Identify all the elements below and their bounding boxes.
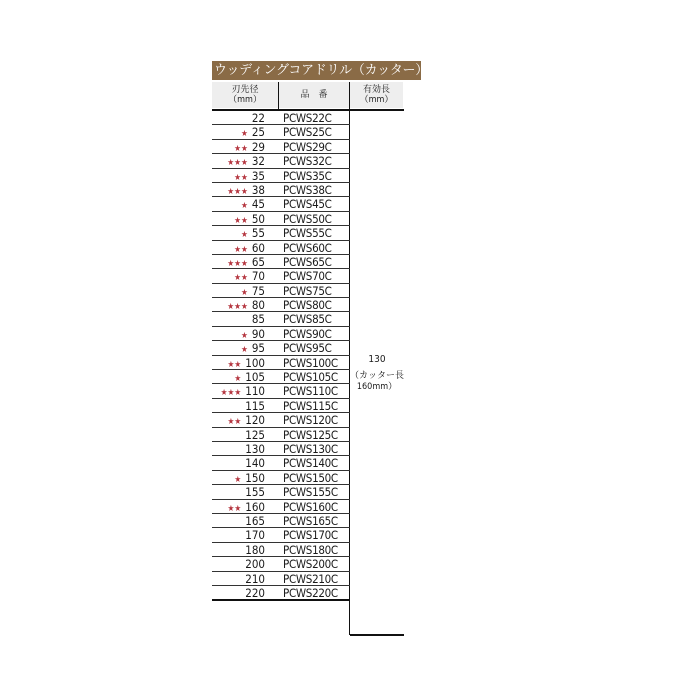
diameter-value: 220 bbox=[245, 585, 265, 600]
table-body bbox=[212, 111, 350, 601]
part-number-cell: PCWS155C bbox=[283, 485, 338, 500]
diameter-value: 85 bbox=[251, 312, 265, 327]
diameter-value: 90 bbox=[251, 326, 265, 341]
diameter-value: 70 bbox=[251, 269, 265, 284]
diameter-value: 80 bbox=[251, 298, 265, 313]
header-part-number bbox=[279, 82, 349, 108]
diameter-value: 170 bbox=[245, 528, 265, 543]
effective-length-value: 130 bbox=[368, 354, 386, 365]
diameter-value: 65 bbox=[251, 254, 265, 269]
table-row bbox=[212, 514, 350, 528]
table-row bbox=[212, 255, 350, 269]
table-row bbox=[212, 586, 350, 601]
part-number-cell: PCWS29C bbox=[283, 139, 332, 154]
table-row bbox=[212, 500, 350, 514]
part-number-cell: PCWS160C bbox=[283, 499, 338, 514]
length-bottom-rule bbox=[350, 634, 404, 636]
diameter-value: 180 bbox=[245, 542, 265, 557]
part-number-cell: PCWS45C bbox=[283, 197, 332, 212]
table-row bbox=[212, 384, 350, 398]
diameter-value: 160 bbox=[245, 499, 265, 514]
table-row bbox=[212, 197, 350, 211]
star-rating: ★ bbox=[234, 374, 242, 385]
part-number-cell: PCWS22C bbox=[283, 111, 332, 125]
table-row bbox=[212, 543, 350, 557]
table-row bbox=[212, 269, 350, 283]
table-row bbox=[212, 154, 350, 168]
star-rating: ★ bbox=[240, 330, 248, 341]
part-number-cell: PCWS75C bbox=[283, 283, 332, 298]
star-rating: ★ bbox=[234, 474, 242, 485]
header-length bbox=[350, 82, 403, 108]
star-rating: ★★ bbox=[234, 273, 248, 284]
table-row bbox=[212, 399, 350, 413]
part-number-cell: PCWS32C bbox=[283, 154, 332, 169]
part-number-cell: PCWS170C bbox=[283, 528, 338, 543]
star-rating: ★★★ bbox=[227, 302, 248, 313]
table-row bbox=[212, 471, 350, 485]
part-number-cell: PCWS180C bbox=[283, 542, 338, 557]
diameter-value: 130 bbox=[245, 441, 265, 456]
diameter-value: 125 bbox=[245, 427, 265, 442]
part-number-cell: PCWS90C bbox=[283, 326, 332, 341]
part-number-cell: PCWS125C bbox=[283, 427, 338, 442]
table-row bbox=[212, 312, 350, 326]
star-rating: ★★★ bbox=[227, 258, 248, 269]
diameter-cell bbox=[212, 586, 265, 602]
header-part-label: 品 番 bbox=[300, 90, 328, 100]
table-row bbox=[212, 572, 350, 586]
diameter-value: 50 bbox=[251, 211, 265, 226]
diameter-value: 45 bbox=[251, 197, 265, 212]
diameter-value: 165 bbox=[245, 513, 265, 528]
part-number-cell: PCWS60C bbox=[283, 240, 332, 255]
table-row bbox=[212, 557, 350, 571]
part-number-cell: PCWS140C bbox=[283, 456, 338, 471]
diameter-value: 75 bbox=[251, 283, 265, 298]
diameter-value: 120 bbox=[245, 413, 265, 428]
star-rating: ★ bbox=[240, 129, 248, 140]
star-rating: ★★ bbox=[234, 172, 248, 183]
star-rating: ★★ bbox=[227, 417, 242, 428]
star-rating: ★★ bbox=[234, 244, 248, 255]
diameter-value: 29 bbox=[251, 139, 265, 154]
star-rating: ★ bbox=[240, 230, 248, 241]
part-number-cell: PCWS65C bbox=[283, 254, 332, 269]
diameter-value: 25 bbox=[251, 125, 265, 140]
header-length-label: 有効長 bbox=[362, 85, 390, 95]
table-row bbox=[212, 370, 350, 384]
diameter-value: 105 bbox=[245, 370, 265, 385]
header-diameter-label: 刃先径 bbox=[231, 85, 259, 95]
diameter-value: 115 bbox=[245, 398, 265, 413]
table-row bbox=[212, 413, 350, 427]
part-number-cell: PCWS35C bbox=[283, 168, 332, 183]
table-row bbox=[212, 241, 350, 255]
table-row bbox=[212, 125, 350, 139]
diameter-value: 95 bbox=[251, 341, 265, 356]
table-row bbox=[212, 111, 350, 125]
diameter-value: 38 bbox=[251, 182, 265, 197]
diameter-value: 155 bbox=[245, 485, 265, 500]
star-rating: ★★ bbox=[227, 503, 242, 514]
star-rating: ★★★ bbox=[227, 186, 248, 197]
table-row bbox=[212, 485, 350, 499]
part-number-cell: PCWS210C bbox=[283, 571, 338, 586]
part-number-cell: PCWS120C bbox=[283, 413, 338, 428]
table-row bbox=[212, 428, 350, 442]
star-rating: ★★ bbox=[234, 215, 248, 226]
part-number-cell: PCWS95C bbox=[283, 341, 332, 356]
header-length-unit: （mm） bbox=[359, 95, 394, 105]
column-divider bbox=[278, 82, 279, 110]
part-number-cell: PCWS130C bbox=[283, 441, 338, 456]
part-number-cell: PCWS100C bbox=[283, 355, 338, 370]
header-diameter bbox=[212, 82, 278, 108]
table-row bbox=[212, 456, 350, 470]
table-row bbox=[212, 140, 350, 154]
table-row bbox=[212, 183, 350, 197]
diameter-value: 140 bbox=[245, 456, 265, 471]
diameter-value: 110 bbox=[245, 384, 265, 399]
part-number-cell: PCWS85C bbox=[283, 312, 332, 327]
star-rating: ★ bbox=[240, 201, 248, 212]
table-row bbox=[212, 169, 350, 183]
table-row bbox=[212, 327, 350, 341]
part-number-cell: PCWS115C bbox=[283, 398, 338, 413]
part-number-cell: PCWS38C bbox=[283, 182, 332, 197]
diameter-value: 210 bbox=[245, 571, 265, 586]
diameter-value: 100 bbox=[245, 355, 265, 370]
cutter-length-note-2: 160mm） bbox=[356, 382, 398, 392]
star-rating: ★ bbox=[240, 345, 248, 356]
diameter-value: 200 bbox=[245, 557, 265, 572]
table-row bbox=[212, 284, 350, 298]
part-number-cell: PCWS80C bbox=[283, 298, 332, 313]
table-row bbox=[212, 356, 350, 370]
part-number-cell: PCWS70C bbox=[283, 269, 332, 284]
part-number-cell: PCWS165C bbox=[283, 513, 338, 528]
table-row bbox=[212, 528, 350, 542]
diameter-value: 32 bbox=[251, 154, 265, 169]
star-rating: ★★ bbox=[234, 143, 248, 154]
part-number-cell: PCWS50C bbox=[283, 211, 332, 226]
part-number-cell: PCWS220C bbox=[283, 585, 338, 600]
part-number-cell: PCWS200C bbox=[283, 557, 338, 572]
part-number-cell: PCWS150C bbox=[283, 470, 338, 485]
table-title: ウッディングコアドリル（カッター） bbox=[214, 63, 428, 78]
diameter-value: 55 bbox=[251, 226, 265, 241]
star-rating: ★★★ bbox=[227, 158, 248, 169]
part-number-cell: PCWS110C bbox=[283, 384, 338, 399]
diameter-value: 60 bbox=[251, 240, 265, 255]
part-number-cell: PCWS105C bbox=[283, 370, 338, 385]
diameter-value: 35 bbox=[251, 168, 265, 183]
table-row bbox=[212, 226, 350, 240]
table-row bbox=[212, 442, 350, 456]
table-row bbox=[212, 341, 350, 355]
header-diameter-unit: （mm） bbox=[228, 95, 262, 105]
part-number-cell: PCWS55C bbox=[283, 226, 332, 241]
table-row bbox=[212, 212, 350, 226]
cutter-length-note-1: （カッター長 bbox=[350, 371, 404, 381]
star-rating: ★★ bbox=[227, 359, 242, 370]
diameter-value: 22 bbox=[251, 111, 265, 125]
diameter-value: 150 bbox=[245, 470, 265, 485]
table-row bbox=[212, 298, 350, 312]
star-rating: ★ bbox=[240, 287, 248, 298]
part-number-cell: PCWS25C bbox=[283, 125, 332, 140]
star-rating: ★★★ bbox=[220, 388, 242, 399]
